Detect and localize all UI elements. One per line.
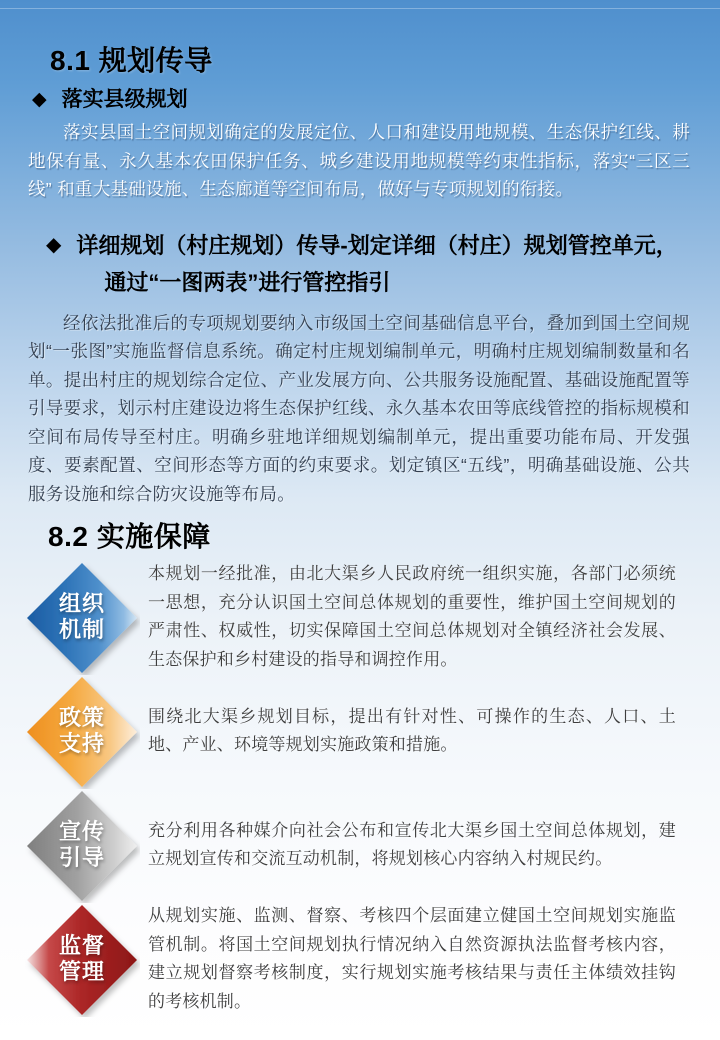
organization-diamond (0, 560, 148, 674)
bullet-detailed-plan (46, 227, 720, 301)
publicity-label: 宣传 引导 (58, 819, 105, 870)
detailed-plan-paragraph: 经依法批准后的专项规划要纳入市级国土空间基础信息平台，叠加到国土空间规划“一张图”实施监督信息系统。确定村庄规划编制单元，明确村庄规划编制数量和名单。提出村庄的规划综合定位、产业发展方向、公共服务设施配置、基础设施配置等引导要求，划示村庄建设边将生态保护红线、永久基本农田等底线管控的指标规模和空间布局传导至村庄。明确乡驻地详细规划编制单元，提出重要功能布局、开发强度、要素配置、空间形态等方面的约束要求。划定镇区“五线”，明确基础设施、公共服务设施和综合防灾设施等布局。 (28, 312, 690, 504)
publicity-diamond (0, 788, 148, 902)
diamond-bullet-icon: ◆ (46, 233, 62, 256)
policy-label: 政策 支持 (58, 705, 105, 756)
bullet-heading (76, 227, 677, 301)
county-plan-paragraph: 落实县国土空间规划确定的发展定位、人口和建设用地规模、生态保护红线、耕地保有量、永久基本农田保护任务、城乡建设用地规模等约束性指标，落实“三区三线” 和重大基础设施、生态廊道等空间布局，做好与专项规划的衔接。 (28, 122, 690, 199)
mechanism-row-policy (0, 674, 720, 788)
bullet-heading: 落实县级规划 (61, 88, 188, 111)
mechanism-list (0, 560, 720, 1016)
section-8-1-title: 8.1 规划传导 (50, 45, 213, 76)
publicity-text: 充分利用各种媒介向社会公布和宣传北大渠乡国土空间总体规划，建立规划宣传和交流互动机制，将规划核心内容纳入村规民约。 (148, 820, 676, 868)
supervision-diamond (0, 902, 148, 1016)
mechanism-row-organization (0, 560, 720, 674)
policy-text: 围绕北大渠乡规划目标，提出有针对性、可操作的生态、人口、土地、产业、环境等规划实施政策和措施。 (148, 706, 676, 754)
section-8-2-title: 8.2 实施保障 (48, 521, 211, 552)
bullet-heading-line1: 详细规划（村庄规划）传导-划定详细（村庄）规划管控单元， (76, 232, 678, 258)
policy-diamond (0, 674, 148, 788)
supervision-label: 监督 管理 (58, 933, 105, 984)
top-divider-line (0, 8, 720, 9)
bullet-county-plan (32, 88, 720, 112)
bullet-heading-line2: 通过“一图两表”进行管控指引 (104, 269, 391, 295)
supervision-text: 从规划实施、监测、督察、考核四个层面建立健国土空间规划实施监管机制。将国土空间规划执行情况纳入自然资源执法监督考核内容，建立规划督察考核制度，实行规划实施考核结果与责任主体绩效挂钩的考核机制。 (148, 906, 676, 1011)
mechanism-row-publicity (0, 788, 720, 902)
mechanism-row-supervision (0, 902, 720, 1016)
organization-text: 本规划一经批准，由北大渠乡人民政府统一组织实施，各部门必须统一思想，充分认识国土空间总体规划的重要性，维护国土空间规划的严肃性、权威性，切实保障国土空间总体规划对全镇经济社会发展、生态保护和乡村建设的指导和调控作用。 (148, 564, 676, 669)
organization-label: 组织 机制 (58, 591, 105, 642)
section-plan-transmission (0, 0, 720, 508)
diamond-bullet-icon: ◆ (32, 89, 47, 110)
section-implementation-guarantee (0, 508, 720, 1016)
